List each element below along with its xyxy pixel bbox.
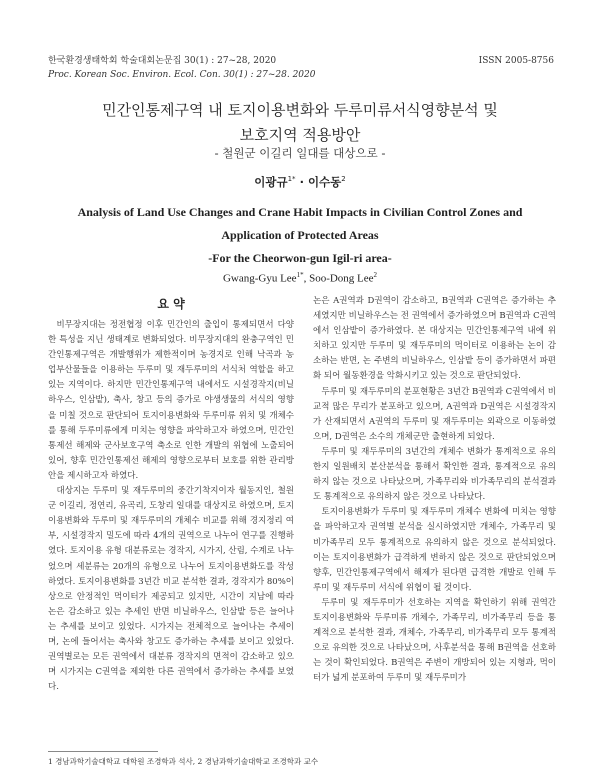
author1-ko: 이광규 bbox=[254, 175, 288, 189]
paper-title-en-line2: Application of Protected Areas bbox=[221, 228, 379, 242]
abstract-paragraph: 두루미 및 재두루미의 분포현황은 3년간 B권역과 C권역에서 비교적 많은 무리가 분포하고 있으며, A권역과 D권역은 시설경작지가 산재되면서 A권역의 두루미 및 재두루미는 외곽으로 이동하였으며, D권역은 소수의 개체군만 출현하게 되었다. bbox=[313, 386, 556, 442]
paper-title-ko-line1: 민간인통제구역 내 토지이용변화와 두루미류서식영향분석 및 bbox=[102, 101, 498, 119]
paper-subtitle-ko: - 철원군 이길리 일대를 대상으로 - bbox=[214, 146, 386, 160]
issn: ISSN 2005-8756 bbox=[478, 56, 554, 66]
journal-header bbox=[48, 54, 554, 82]
author2-ko-sup: 2 bbox=[341, 175, 346, 184]
author2-en-sup: 2 bbox=[373, 271, 378, 279]
footnote: 1 경남과학기술대학교 대학원 조경학과 석사, 2 경남과학기술대학교 조경학과 교수 bbox=[48, 757, 319, 766]
abstract-heading: 요 약 bbox=[157, 297, 185, 311]
paper-title-ko bbox=[0, 98, 600, 148]
author2-en: Soo-Dong Lee bbox=[309, 272, 374, 285]
abstract-paragraph: 비무장지대는 정전협정 이후 민간인의 출입이 통제되면서 다양한 특성을 지닌 생태계로 변화되었다. 비무장지대의 완충구역인 민간인통제구역은 개발행위가 제한적이며 농경지로 인해 낙곡과 농업부산물들을 이용하는 두루미 및 재두루미의 서식처 역할을 하고 있는 지역이다. 하지만 민간인통제구역 내에서도 시설경작지(비닐하우스, 인삼밭), 축사, 창고 등의 증가로 야생생물의 서식의 영향을 미칠 것으로 판단되어 토지이용변화와 두루미류 위치 및 개체수를 통해 두루미류에게 미치는 영향을 파악하고자 하였으며, 민간인통제선 해제와 군사보호구역 축소로 인한 개발의 위협에 노출되어 있어, 향후 민간인통제선 해제의 영향으로부터 보호를 위한 관리방안을 제시하고자 하였다. bbox=[48, 320, 294, 481]
author-separator-ko: · bbox=[299, 175, 304, 189]
journal-citation-ko: 한국환경생태학회 학술대회논문집 30(1) : 27~28, 2020 bbox=[48, 56, 277, 66]
journal-citation-en: Proc. Korean Soc. Environ. Ecol. Con. 30(1) : 27~28. 2020 bbox=[48, 70, 316, 80]
abstract-left-column bbox=[48, 296, 294, 695]
abstract-paragraph: 대상지는 두루미 및 재두루미의 중간기착지이자 월동지인, 철원군 이길리, 정연리, 유곡리, 도창리 일대를 대상지로 하였으며, 토지이용변화와 두루미 및 재두루미의 개체수 비교를 위해 경지정리 여부, 시설경작지 밀도에 따라 4개의 권역으로 나누어 연구를 진행하였다. 토지이용 유형 대분류로는 경작지, 시가지, 산림, 수계로 나누었으며 세분류는 20개의 유형으로 나누어 토지이용변화도를 작성하였다. 토지이용변화를 3년간 비교 분석한 결과, 경작지가 80%이상으로 안정적인 먹이터가 제공되고 있지만, 시간이 지남에 따라 논은 감소하고 있는 추세인 반면 비닐하우스, 인삼밭 등은 늘어나는 추세를 보이고 있었다. 시가지는 전체적으로 늘어나는 추세이며, 논에 들어서는 축사와 창고도 증가하는 추세를 보이고 있었다. 권역별로는 모든 권역에서 대분류 경작지의 면적이 감소하고 있으며 시가지는 C권역을 제외한 다른 권역에서 증가하는 추세를 보였다. bbox=[48, 486, 294, 693]
author-separator-en: , bbox=[303, 272, 310, 285]
paper-title-en-line1: Analysis of Land Use Changes and Crane Habit Impacts in Civilian Control Zones and bbox=[77, 205, 523, 219]
author1-en-sup: 1* bbox=[296, 271, 304, 279]
paper-title-en-line3: -For the Cheorwon-gun Igil-ri area- bbox=[208, 251, 392, 265]
abstract-paragraph: 토지이용변화가 두루미 및 재두루미 개체수 변화에 미치는 영향을 파악하고자 권역별 분석을 실시하였지만 개체수, 가족무리 및 비가족무리 모두 통계적으로 유의하지 않은 것으로 분석되었다. 이는 토지이용변화가 급격하게 변하지 않은 것으로 판단되었으며 향후, 민간인통제구역에서 해제가 된다면 급격한 개발로 인해 두루미 및 재두루미 서식에 위협이 될 것이다. bbox=[313, 507, 556, 593]
author2-ko: 이수동 bbox=[307, 175, 342, 189]
author1-ko-sup: 1* bbox=[287, 175, 296, 184]
authors-ko bbox=[0, 174, 600, 190]
abstract-paragraph-continued: 논은 A권역과 D권역이 감소하고, B권역과 C권역은 증가하는 추세였지만 비닐하우스는 전 권역에서 증가하였으며 B권역과 C권역에서 인삼밭이 증가하였다. 본 대상지는 민간인통제구역 내에 위치하고 있지만 두루미 및 재두루미의 먹이터로 이용하는 논이 감소하는 반면, 논 주변의 비닐하우스, 인삼밭 등이 증가하면서 파편화 되어 월동환경을 악화시키고 있는 것으로 판단되었다. bbox=[313, 296, 556, 382]
authors-en bbox=[0, 271, 600, 285]
paper-title-ko-line2: 보호지역 적용방안 bbox=[239, 126, 361, 144]
abstract-paragraph: 두루미 및 재두루미의 3년간의 개체수 변화가 통계적으로 유의한지 일원배치 분산분석을 통해서 확인한 결과, 통계적으로 유의하지 않는 것으로 나타났으며, 가족무리와 비가족무리의 분석결과도 통계적으로 유의하지 않은 것으로 나타났다. bbox=[313, 446, 556, 503]
footnote-rule bbox=[48, 751, 158, 752]
author1-en: Gwang-Gyu Lee bbox=[222, 272, 297, 285]
paper-title-en bbox=[40, 201, 560, 270]
abstract-paragraph: 두루미 및 재두루미가 선호하는 지역을 확인하기 위해 권역간 토지이용변화와 두루미류 개체수, 가족무리, 비가족무리 등을 통계적으로 분석한 결과, 개체수, 가족무리, 비가족무리 모두 통계적으로 유의한 것으로 나타났으며, 사후분석을 통해 B권역을 선호하는 것이 확인되었다. B권역은 주변이 개방되어 있는 지형과, 먹이터가 넓게 분포하여 두루미 및 재두루미가 bbox=[313, 597, 556, 684]
abstract-right-column bbox=[313, 294, 556, 686]
